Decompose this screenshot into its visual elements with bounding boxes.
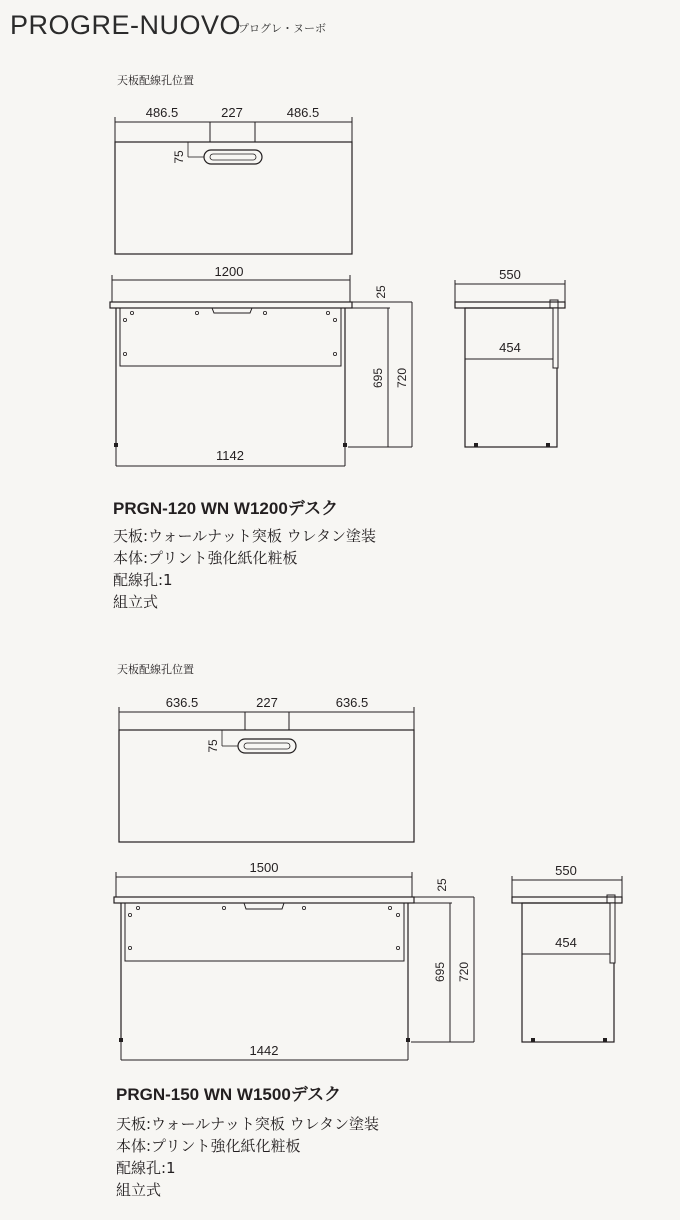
desk-1-side-top [455,302,565,308]
desk-1-panel-depth: 454 [499,340,521,355]
desk-1-width: 1200 [214,264,244,279]
brand-kana: プログレ・ヌーボ [238,22,326,35]
desk-1-top-dim-left: 486.5 [145,105,179,120]
desk-1-hole-depth: 75 [172,150,186,164]
desk-1-depth: 550 [499,267,521,282]
desk-2-hole-caption: 天板配線孔位置 [117,664,194,676]
desk-2-panel-depth: 454 [555,935,577,950]
desk-1-wiring-hole [204,150,262,164]
desk-2-inner-width: 1442 [249,1043,279,1058]
desk-2-side-top [512,897,622,903]
desk-2-side-frame [522,903,614,1042]
desk-1-spec-top: 天板:ウォールナット突板 ウレタン塗装 [113,527,377,545]
desk-1-side-frame [465,308,557,447]
desk-2-top-dim-left: 636.5 [165,695,199,710]
desk-1-spec-assembly: 組立式 [113,593,159,611]
desk-1-top-thickness: 25 [374,285,388,299]
desk-1-drawing [0,0,680,480]
desk-1-top-dim-right: 486.5 [286,105,320,120]
desk-2-modesty-panel [125,903,404,961]
desk-2-hole-depth: 75 [206,739,220,753]
desk-2-top-dim-right: 636.5 [335,695,369,710]
desk-1-specs [113,525,376,613]
desk-2-model: PRGN-150 WN W1500デスク [116,1085,342,1104]
desk-2-total-height: 720 [457,961,471,983]
desk-2-spec-top: 天板:ウォールナット突板 ウレタン塗装 [116,1115,380,1133]
desk-1-spec-body: 本体:プリント強化紙化粧板 [113,549,298,567]
desk-2-top-dim-center: 227 [256,695,278,710]
desk-1-spec-holes: 配線孔:1 [113,571,173,589]
desk-1-front-top [110,302,352,308]
desk-1-total-height: 720 [395,367,409,389]
desk-2-leg-height: 695 [433,961,447,983]
desk-2-specs [116,1113,379,1201]
desk-2-spec-holes: 配線孔:1 [116,1159,176,1177]
desk-1-hole-caption: 天板配線孔位置 [117,75,194,87]
desk-1-inner-width: 1142 [216,448,244,463]
desk-2-drawing [0,650,680,1070]
desk-1-leg-height: 695 [371,367,385,389]
desk-2-depth: 550 [555,863,577,878]
desk-2-spec-assembly: 組立式 [116,1181,162,1199]
desk-1-modesty-panel [120,308,341,366]
desk-1-top-dim-center: 227 [221,105,243,120]
desk-2-front-top [114,897,414,903]
desk-2-spec-body: 本体:プリント強化紙化粧板 [116,1137,301,1155]
desk-2-top-thickness: 25 [435,878,449,892]
desk-1-model: PRGN-120 WN W1200デスク [113,499,339,518]
brand-title: PROGRE-NUOVO [10,10,242,40]
desk-2-wiring-hole [238,739,296,753]
desk-2-width: 1500 [249,860,279,875]
